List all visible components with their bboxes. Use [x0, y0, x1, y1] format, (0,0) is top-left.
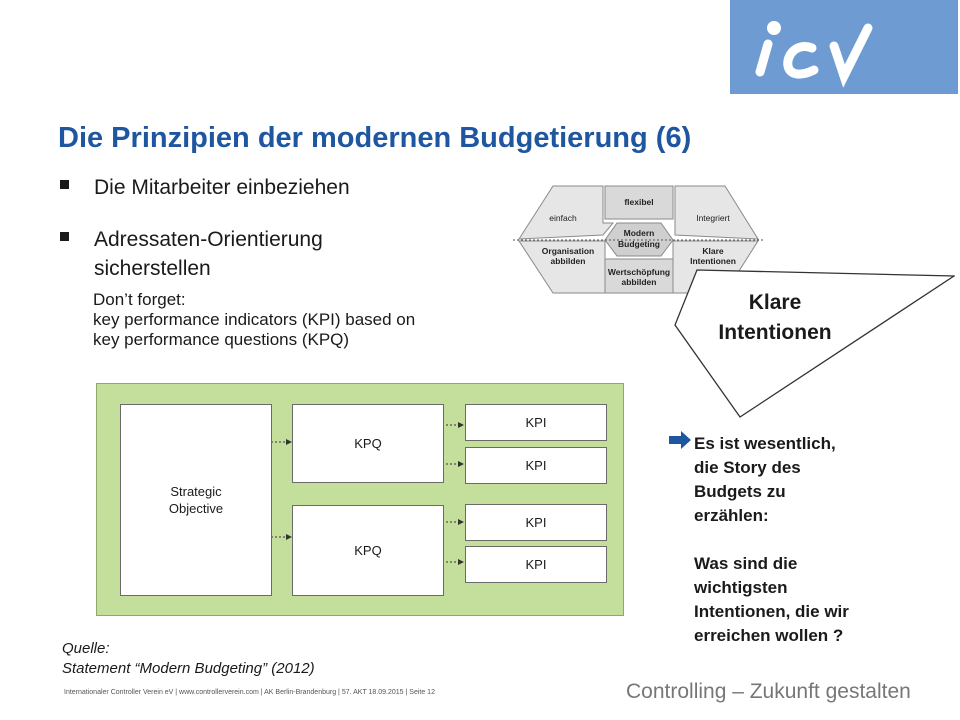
kpq-box: KPQ — [292, 404, 444, 483]
kpq-box: KPQ — [292, 505, 444, 596]
icv-logo — [730, 0, 958, 94]
callout-text — [700, 288, 850, 348]
hex-label-top: flexibel — [624, 197, 654, 207]
hex-label-bottom: Wertschöpfung — [607, 267, 671, 277]
bullet-square-icon — [60, 232, 69, 241]
hex-label-bottom: abbilden — [621, 277, 657, 287]
slogan: Controlling – Zukunft gestalten — [626, 680, 911, 703]
hex-label-bottom-right: Intentionen — [690, 256, 736, 266]
strategic-label: Objective — [168, 501, 224, 516]
callout-line: Intentionen — [718, 321, 832, 344]
strategic-label: Strategic — [170, 484, 222, 499]
source-note — [62, 639, 315, 679]
kpi-box: KPI — [465, 404, 607, 441]
story-spacer — [694, 528, 944, 552]
callout-line: Klare — [748, 291, 802, 314]
story-line: wichtigsten — [694, 578, 788, 597]
hex-label-center: Modern — [623, 228, 655, 238]
kpi-box: KPI — [465, 447, 607, 484]
dont-forget-note — [93, 290, 415, 350]
hex-label-top-left: einfach — [549, 213, 577, 223]
story-line: Budgets zu — [694, 482, 786, 501]
story-line: Intentionen, die wir — [694, 602, 849, 621]
story-line: die Story des — [694, 458, 801, 477]
dont-forget-heading: Don’t forget: — [93, 290, 186, 309]
hex-label-bottom-right: Klare — [702, 246, 724, 256]
hex-label-bottom-left: Organisation — [541, 246, 595, 256]
dont-forget-line: key performance indicators (KPI) based on — [93, 310, 416, 329]
bullet-text-continued: sicherstellen — [94, 257, 211, 280]
story-text — [694, 432, 944, 648]
bullet-text: Die Mitarbeiter einbeziehen — [94, 176, 350, 199]
source-label: Quelle: — [62, 640, 110, 657]
story-line: erreichen wollen ? — [694, 626, 844, 645]
icv-logo-mark — [730, 0, 958, 94]
source-text: Statement “Modern Budgeting” (2012) — [62, 660, 315, 677]
story-line: Es ist wesentlich, — [694, 434, 836, 453]
dont-forget-line: key performance questions (KPQ) — [93, 330, 350, 349]
bullet-square-icon — [60, 180, 69, 189]
page-title: Die Prinzipien der modernen Budgetierung (6) — [58, 122, 692, 154]
story-line: Was sind die — [694, 554, 798, 573]
hex-label-top-right: Integriert — [696, 213, 730, 223]
kpi-box: KPI — [465, 504, 607, 541]
hex-label-center: Budgeting — [617, 239, 661, 249]
kpi-box: KPI — [465, 546, 607, 583]
strategic-objective-box — [120, 404, 272, 596]
story-line: erzählen: — [694, 506, 769, 525]
bullet-text: Adressaten-Orientierung — [94, 228, 323, 251]
kpq-kpi-diagram — [96, 383, 624, 616]
arrow-right-icon — [668, 431, 692, 449]
hex-label-bottom-left: abbilden — [550, 256, 586, 266]
footer-text: Internationaler Controller Verein eV | www.controllerverein.com | AK Berlin-Brandenburg | 57. AKT 18.09.2015 | Seite 12 — [64, 689, 435, 696]
